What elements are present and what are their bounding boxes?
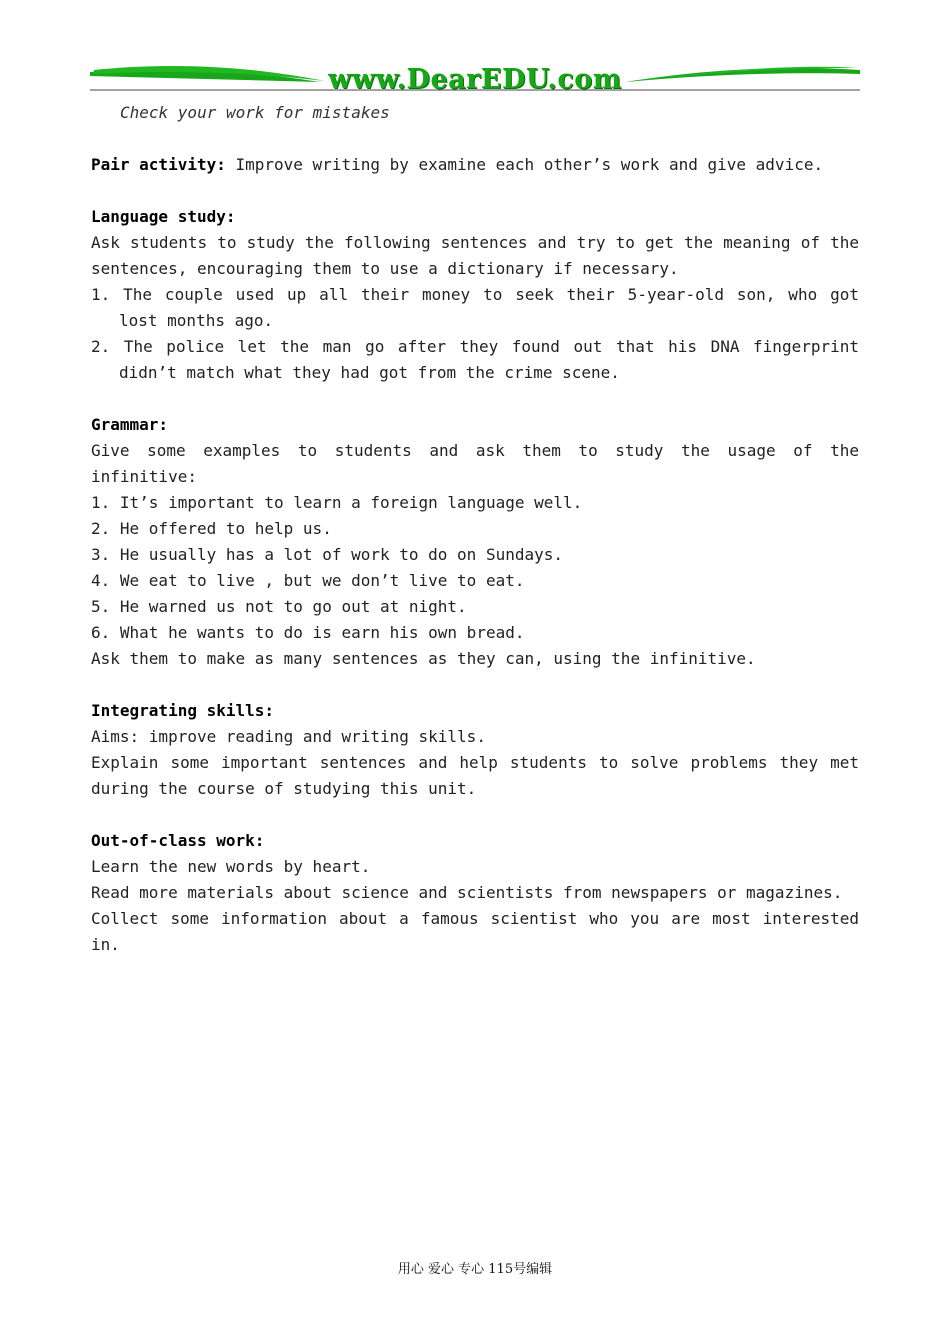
grammar-example: 4. We eat to live , but we don’t live to eat. — [91, 571, 525, 590]
language-study-item: 1. The couple used up all their money to seek their 5-year-old son, who got lost months ago. — [91, 285, 869, 330]
grammar-example: 6. What he wants to do is earn his own bread. — [91, 623, 525, 642]
document-body — [91, 100, 869, 958]
site-logo-text[interactable]: www.DearEDU.com — [328, 64, 622, 95]
integrating-skills-aims: Aims: improve reading and writing skills. — [91, 727, 486, 746]
grammar-example: 3. He usually has a lot of work to do on Sundays. — [91, 545, 564, 564]
pair-activity-label: Pair activity: — [91, 155, 226, 174]
integrating-skills-text: Explain some important sentences and help students to solve problems they met during the course of studying this unit. — [91, 753, 869, 798]
page-footer: 用心 爱心 专心 115号编辑 — [397, 1262, 553, 1277]
out-of-class-item: Learn the new words by heart. — [91, 857, 371, 876]
pair-activity-text: Improve writing by examine each other’s work and give advice. — [225, 155, 824, 174]
language-study-intro: Ask students to study the following sentences and try to get the meaning of the sentences, encouraging them to use a dictionary if necessary. — [91, 233, 869, 278]
grammar-example: 5. He warned us not to go out at night. — [91, 597, 467, 616]
grammar-example: 1. It’s important to learn a foreign language well. — [91, 493, 583, 512]
language-study-heading: Language study: — [91, 207, 236, 226]
check-work-line: Check your work for mistakes — [120, 103, 390, 122]
out-of-class-item: Collect some information about a famous scientist who you are most interested in. — [91, 909, 869, 954]
grammar-heading: Grammar: — [91, 415, 169, 434]
out-of-class-item: Read more materials about science and scientists from newspapers or magazines. — [91, 883, 843, 902]
out-of-class-heading: Out-of-class work: — [91, 831, 265, 850]
grammar-example: 2. He offered to help us. — [91, 519, 332, 538]
integrating-skills-heading: Integrating skills: — [91, 701, 275, 720]
site-header-banner — [90, 62, 860, 96]
grammar-intro: Give some examples to students and ask them to study the usage of the infinitive: — [91, 441, 869, 486]
language-study-item: 2. The police let the man go after they found out that his DNA fingerprint didn’t match what they had got from the crime scene. — [91, 337, 869, 382]
pair-activity-paragraph — [91, 152, 859, 178]
grammar-closing: Ask them to make as many sentences as they can, using the infinitive. — [91, 649, 756, 668]
